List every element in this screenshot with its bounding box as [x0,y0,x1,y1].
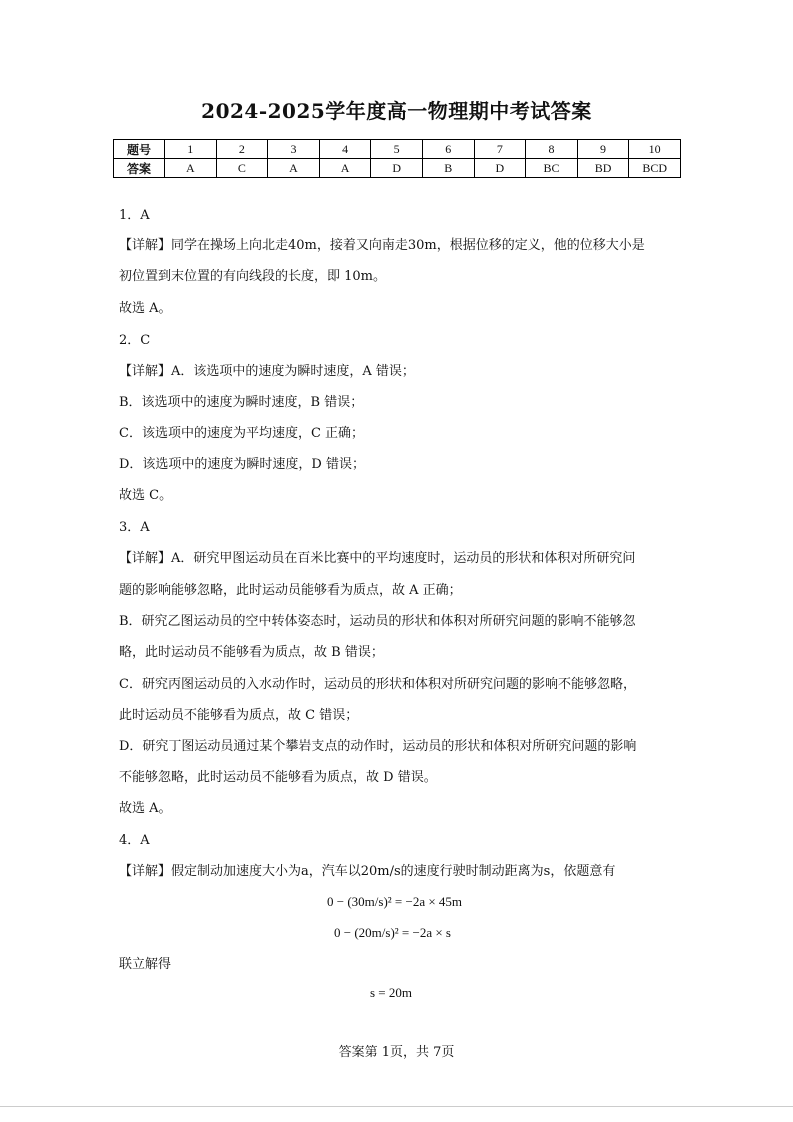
question-heading: 3．A [119,520,150,535]
explanation-line: 联立解得 [119,957,172,972]
explanation-line: B．该选项中的速度为瞬时速度，B 错误； [119,395,364,410]
question-heading: 2．C [119,333,151,348]
explanation-line: 略，此时运动员不能够看为质点，故 B 错误； [119,645,384,660]
question-number: 9 [577,140,629,159]
answer-cell: A [319,159,371,178]
answer-cell: A [165,159,217,178]
answer-cell: C [216,159,268,178]
question-number: 7 [474,140,526,159]
explanation-line: 【详解】同学在操场上向北走40m，接着又向南走30m，根据位移的定义，他的位移大小是 [119,238,645,253]
question-number: 2 [216,140,268,159]
conclusion-line: 故选 A。 [119,301,172,316]
answer-cell: BC [526,159,578,178]
question-number: 4 [319,140,371,159]
answer-cell: BD [577,159,629,178]
question-number: 6 [422,140,474,159]
explanation-line: C．该选项中的速度为平均速度，C 正确； [119,426,365,441]
explanation-line: 不能够忽略，此时运动员不能够看为质点，故 D 错误。 [119,770,437,785]
equation: s = 20m [370,985,413,1000]
explanation-line: D．该选项中的速度为瞬时速度，D 错误； [119,457,365,472]
question-number: 10 [629,140,681,159]
explanation-line: 【详解】假定制动加速度大小为a，汽车以20m/s的速度行驶时制动距离为s，依题意有 [119,864,616,879]
explanation-line: B．研究乙图运动员的空中转体姿态时，运动员的形状和体积对所研究问题的影响不能够忽 [119,614,636,629]
page-title: 2024-2025学年度高一物理期中考试答案 [201,99,592,123]
explanation-line: 此时运动员不能够看为质点，故 C 错误； [119,708,359,723]
answer-cell: D [371,159,423,178]
answer-cell: B [422,159,474,178]
number-header: 题号 [114,140,165,159]
conclusion-line: 故选 A。 [119,801,172,816]
conclusion-line: 故选 C。 [119,488,173,503]
answer-cell: D [474,159,526,178]
explanation-line: C．研究丙图运动员的入水动作时，运动员的形状和体积对所研究问题的影响不能够忽略， [119,677,636,692]
page-footer: 答案第 1页，共 7页 [338,1045,455,1060]
question-heading: 4．A [119,833,150,848]
explanation-line: 【详解】A．该选项中的速度为瞬时速度，A 错误； [119,364,415,379]
explanation-line: 初位置到末位置的有向线段的长度，即 10m。 [119,269,387,284]
question-heading: 1．A [119,208,150,223]
explanation-line: 题的影响能够忽略，此时运动员能够看为质点，故 A 正确； [119,583,462,598]
question-number: 3 [268,140,320,159]
equation: 0 − (20m/s)² = −2a × s [334,925,451,940]
question-number: 5 [371,140,423,159]
explanation-line: 【详解】A．研究甲图运动员在百米比赛中的平均速度时，运动员的形状和体积对所研究问 [119,551,636,566]
answer-header: 答案 [114,159,165,178]
question-number: 8 [526,140,578,159]
page-bottom-rule [0,1106,793,1107]
explanation-line: D．研究丁图运动员通过某个攀岩支点的动作时，运动员的形状和体积对所研究问题的影响 [119,739,637,754]
question-number: 1 [165,140,217,159]
answer-cell: A [268,159,320,178]
answer-cell: BCD [629,159,681,178]
equation: 0 − (30m/s)² = −2a × 45m [327,894,463,909]
